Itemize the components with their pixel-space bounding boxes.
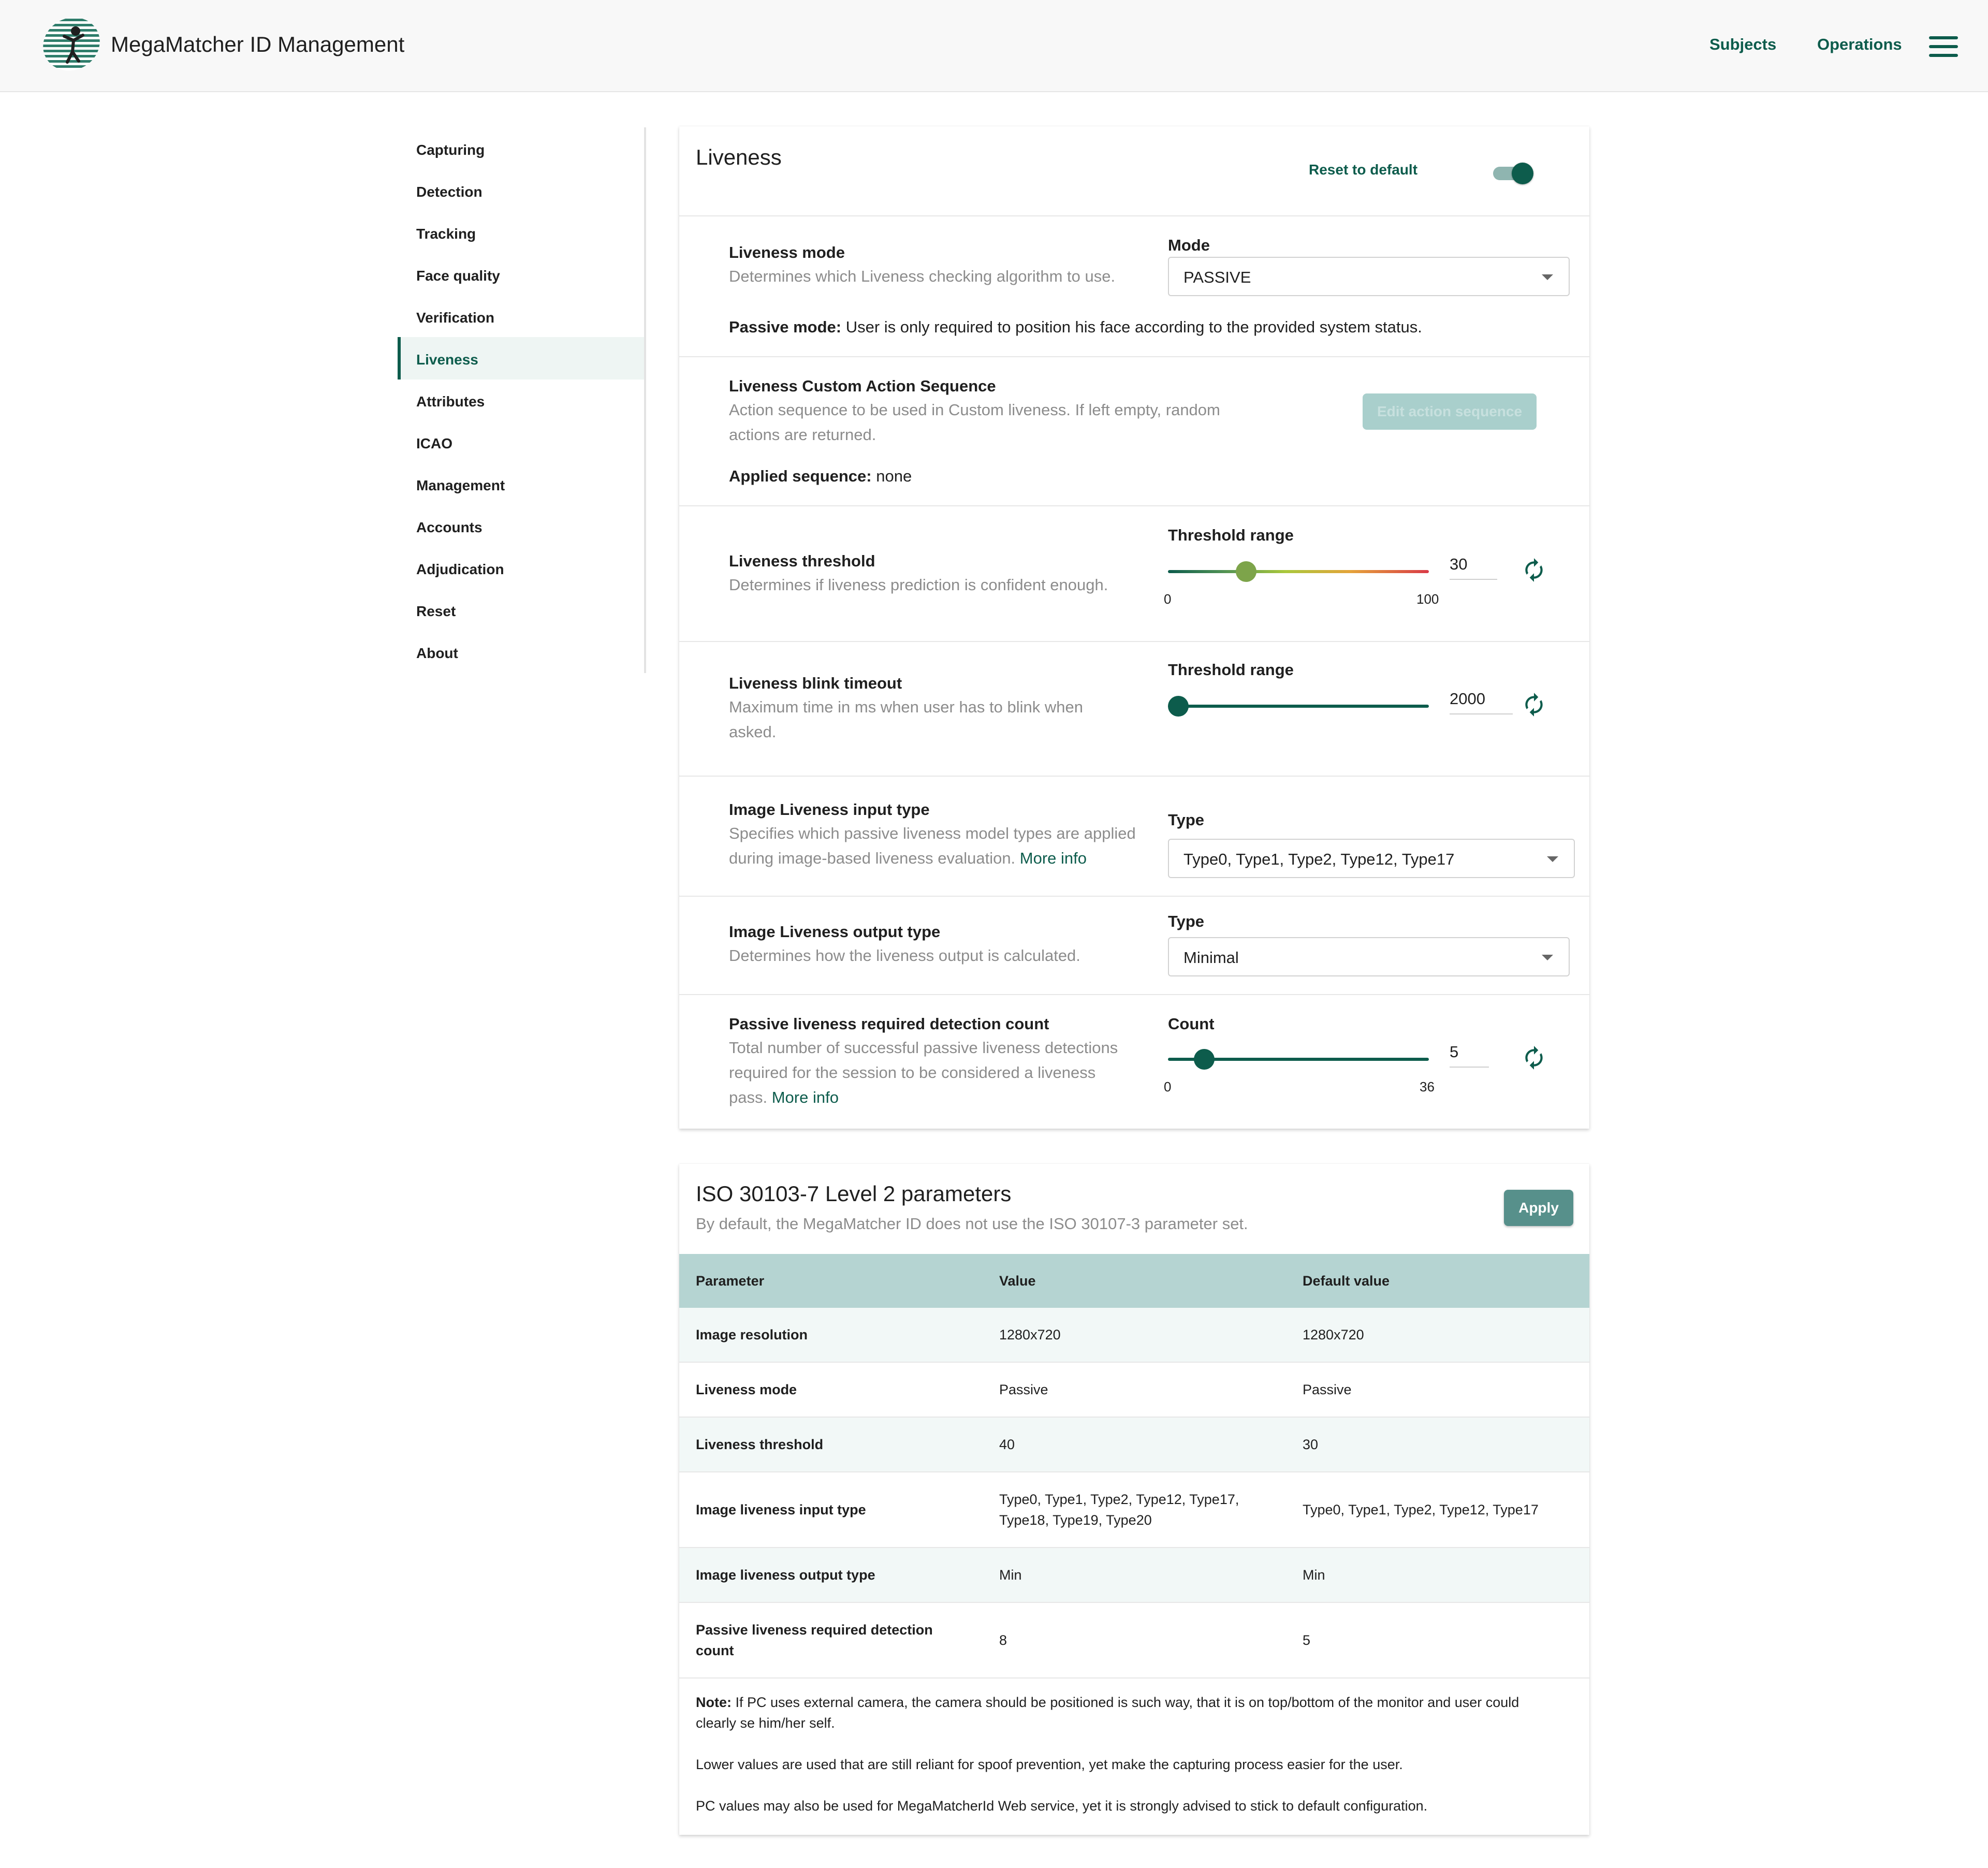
row-default: 30 [1303,1437,1319,1452]
note-line2: clearly se him/her self. [696,1715,835,1731]
slider-min-label: 0 [1164,1079,1172,1094]
slider-min-label: 0 [1164,591,1172,607]
column-header-parameter: Parameter [696,1273,765,1289]
blink-timeout-description-line1: Maximum time in ms when user has to blink when [729,698,1083,716]
slider-thumb[interactable] [1236,561,1256,582]
row-value-line1: Type0, Type1, Type2, Type12, Type17, [999,1492,1239,1507]
row-parameter: Image resolution [696,1327,808,1342]
input-type-description-text: during image-based liveness evaluation. [729,849,1016,867]
custom-sequence-description-line1: Action sequence to be used in Custom liveness. If left empty, random [729,401,1220,419]
liveness-threshold-description: Determines if liveness prediction is confident enough. [729,576,1108,594]
slider-thumb[interactable] [1168,696,1189,717]
row-default: Type0, Type1, Type2, Type12, Type17 [1303,1502,1539,1517]
app-title: MegaMatcher ID Management [111,32,405,56]
sidebar-item-label: Attributes [416,393,485,410]
detection-count-title: Passive liveness required detection count [729,1015,1049,1033]
row-default: 1280x720 [1303,1327,1364,1342]
table-row [679,1548,1589,1603]
liveness-threshold-input[interactable] [1450,553,1497,580]
reset-blink-refresh-icon[interactable] [1521,692,1547,718]
slider-thumb[interactable] [1194,1049,1215,1070]
input-type-select[interactable] [1168,839,1575,878]
detection-count-description-text: pass. [729,1088,768,1106]
output-type-select[interactable] [1168,937,1570,976]
table-row [679,1472,1589,1548]
table-row [679,1603,1589,1679]
divider [679,215,1589,216]
divider [679,356,1589,357]
output-type-field-label: Type [1168,912,1205,930]
sidebar-item-adjudication[interactable] [398,547,644,589]
sidebar-item-tracking[interactable] [398,211,644,254]
nav-subjects-link[interactable]: Subjects [1709,35,1777,53]
row-value: 1280x720 [999,1327,1061,1342]
liveness-mode-value: PASSIVE [1183,268,1251,286]
row-value-line2: Type18, Type19, Type20 [999,1512,1152,1528]
sidebar-item-detection[interactable] [398,169,644,212]
slider-max-label: 100 [1416,591,1439,607]
settings-sidebar [398,127,646,673]
sidebar-item-label: Adjudication [416,561,504,577]
output-type-title: Image Liveness output type [729,923,941,941]
row-parameter: Liveness threshold [696,1437,824,1452]
liveness-mode-select[interactable] [1168,257,1570,296]
custom-sequence-description-line2: actions are returned. [729,426,876,444]
applied-sequence-value: none [876,467,912,485]
sidebar-item-label: Face quality [416,268,500,284]
divider [679,641,1589,642]
note-line1 [696,1692,1576,1713]
row-parameter: Image liveness output type [696,1567,875,1583]
sidebar-item-liveness[interactable] [398,337,644,380]
custom-sequence-title: Liveness Custom Action Sequence [729,377,996,395]
table-row [679,1363,1589,1418]
passive-mode-note-label: Passive mode: [729,318,842,336]
input-type-description-line1: Specifies which passive liveness model types are applied [729,824,1136,842]
nav-operations-link[interactable]: Operations [1817,35,1902,53]
liveness-threshold-slider[interactable] [1168,561,1429,582]
sidebar-item-label: Tracking [416,226,476,242]
input-type-description-line2 [729,846,1087,871]
sidebar-item-label: About [416,645,458,661]
column-header-value: Value [999,1273,1036,1289]
applied-sequence [729,467,912,486]
row-value: Passive [999,1382,1048,1397]
chevron-down-icon [1542,274,1553,280]
active-indicator [398,337,401,380]
passive-mode-note-text: User is only required to position his face according to the provided system status. [845,318,1422,336]
iso-parameters-card [679,1164,1589,1835]
liveness-threshold-title: Liveness threshold [729,552,875,570]
liveness-threshold-value: 30 [1450,555,1468,573]
liveness-enabled-toggle[interactable] [1493,165,1532,182]
sidebar-item-icao[interactable] [398,421,644,463]
apply-button[interactable] [1504,1190,1573,1226]
row-value: 40 [999,1437,1015,1452]
input-type-field-label: Type [1168,811,1205,829]
table-row [679,1418,1589,1472]
threshold-range-label: Threshold range [1168,526,1294,544]
row-value: 8 [999,1632,1007,1648]
detection-count-description-line2: required for the session to be considered a liveness [729,1063,1096,1082]
blink-timeout-slider[interactable] [1168,696,1429,717]
reset-threshold-refresh-icon[interactable] [1521,557,1547,583]
reset-to-default-button[interactable]: Reset to default [1309,162,1418,178]
output-type-description: Determines how the liveness output is calculated. [729,946,1080,965]
chevron-down-icon [1547,856,1558,862]
slider-max-label: 36 [1420,1079,1435,1094]
sidebar-item-reset[interactable] [398,589,644,631]
detection-count-description-line3 [729,1085,839,1110]
column-header-default: Default value [1303,1273,1390,1289]
divider [679,776,1589,777]
liveness-card [679,126,1589,1129]
slider-track [1168,570,1429,573]
sidebar-item-label: Liveness [416,352,478,368]
table-header [679,1254,1589,1308]
note-pc-values: PC values may also be used for MegaMatcherId Web service, yet it is strongly advised to stick to default configuration. [696,1798,1428,1814]
input-type-value: Type0, Type1, Type2, Type12, Type17 [1183,850,1455,868]
divider [679,505,1589,506]
note-label: Note: [696,1695,732,1710]
sidebar-item-verification[interactable] [398,295,644,338]
blink-timeout-description-line2: asked. [729,723,777,741]
passive-mode-note [729,318,1422,337]
more-info-link[interactable]: More info [1019,849,1087,867]
detection-count-slider[interactable] [1168,1049,1429,1070]
liveness-card-title: Liveness [696,145,782,169]
divider [679,994,1589,995]
liveness-mode-title: Liveness mode [729,243,845,261]
blink-timeout-title: Liveness blink timeout [729,674,902,692]
blink-timeout-input[interactable] [1450,688,1513,714]
apply-button-label: Apply [1518,1200,1559,1216]
sidebar-item-label: Reset [416,603,456,619]
slider-track [1168,705,1429,708]
edit-action-sequence-button[interactable] [1363,393,1537,430]
input-type-title: Image Liveness input type [729,800,930,819]
row-parameter-line1: Passive liveness required detection [696,1622,933,1638]
blink-threshold-range-label: Threshold range [1168,661,1294,679]
note-text: If PC uses external camera, the camera should be positioned is such way, that it is on top/bottom of the monitor and user could [735,1695,1519,1710]
more-info-link[interactable]: More info [771,1088,839,1106]
sidebar-item-attributes[interactable] [398,379,644,421]
hamburger-menu-icon[interactable] [1929,36,1958,57]
liveness-mode-description: Determines which Liveness checking algorithm to use. [729,267,1116,285]
row-default: Passive [1303,1382,1352,1397]
sidebar-item-label: Management [416,477,505,493]
divider [679,896,1589,897]
sidebar-item-label: ICAO [416,435,452,451]
sidebar-item-management[interactable] [398,463,644,505]
sidebar-item-about[interactable] [398,631,644,673]
sidebar-item-label: Detection [416,184,483,200]
blink-timeout-value: 2000 [1450,690,1485,708]
output-type-value: Minimal [1183,948,1239,967]
app-logo-icon[interactable] [41,16,101,72]
row-parameter: Liveness mode [696,1382,797,1397]
iso-card-title: ISO 30103-7 Level 2 parameters [696,1181,1012,1206]
sidebar-item-label: Capturing [416,142,485,158]
detection-count-value: 5 [1450,1043,1459,1061]
table-row [679,1308,1589,1363]
note-lower-values: Lower values are used that are still reliant for spoof prevention, yet make the capturing process easier for the user. [696,1757,1403,1772]
sidebar-item-capturing[interactable] [398,127,644,170]
sidebar-item-accounts[interactable] [398,505,644,547]
detection-count-description-line1: Total number of successful passive liveness detections [729,1039,1118,1057]
edit-action-sequence-label: Edit action sequence [1377,403,1523,419]
row-parameter: Image liveness input type [696,1502,866,1517]
row-default: 5 [1303,1632,1311,1648]
count-field-label: Count [1168,1015,1215,1033]
sidebar-item-label: Verification [416,310,494,326]
sidebar-item-label: Accounts [416,519,483,535]
top-app-bar [0,0,1988,92]
mode-field-label: Mode [1168,236,1210,254]
row-parameter-line2: count [696,1643,734,1658]
applied-sequence-label: Applied sequence: [729,467,872,485]
reset-count-refresh-icon[interactable] [1521,1045,1547,1071]
sidebar-item-face-quality[interactable] [398,253,644,296]
iso-card-subtitle: By default, the MegaMatcher ID does not use the ISO 30107-3 parameter set. [696,1215,1248,1233]
chevron-down-icon [1542,955,1553,960]
row-default: Min [1303,1567,1325,1583]
row-value: Min [999,1567,1022,1583]
detection-count-input[interactable] [1450,1041,1489,1068]
